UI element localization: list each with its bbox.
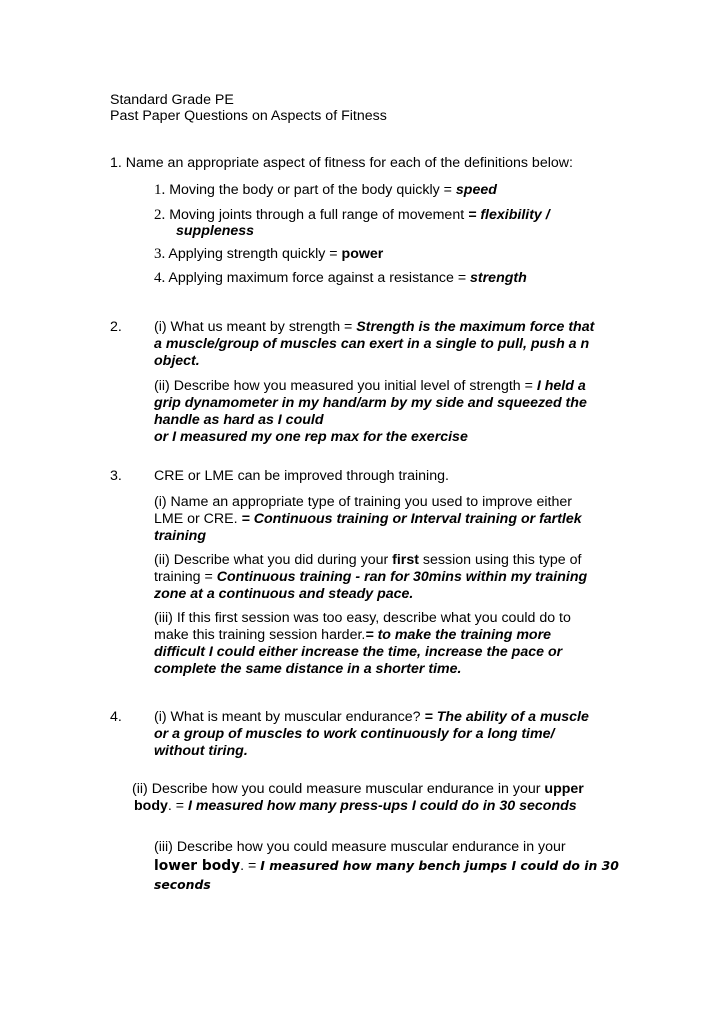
q1-item-answer: strength — [470, 270, 527, 286]
q4-ii-answer: I measured how many press-ups I could do in 30 seconds — [188, 798, 577, 814]
q3-intro: CRE or LME can be improved through training. — [154, 468, 449, 484]
q2-ii-text: (ii) Describe how you measured you initial level of strength = — [154, 378, 537, 394]
q3-ii-text: training = — [154, 569, 217, 585]
q2-ii-answer-line4: or I measured my one rep max for the exercise — [154, 429, 468, 445]
q1-item-answer: power — [341, 246, 384, 262]
q3-ii-text-post: session using this type of — [418, 552, 582, 568]
q1-item-number: 4. — [154, 270, 166, 286]
q2-ii-answer-line2: grip dynamometer in my hand/arm by my side and squeezed the — [154, 395, 587, 411]
q4-iii-line2 — [154, 857, 619, 875]
document-title: Standard Grade PE — [110, 92, 234, 108]
q3-ii-answer: Continuous training - ran for 30mins within my training — [216, 569, 588, 585]
q1-item-number: 1. — [154, 182, 166, 198]
q2-i-answer-line2: a muscle/group of muscles can exert in a single to pull, push a n — [154, 336, 590, 352]
q2-i-answer: Strength is the maximum force that — [356, 319, 595, 335]
q3-i-line1: (i) Name an appropriate type of training you used to improve either — [154, 494, 572, 510]
q4-ii-text: (ii) Describe how you could measure muscular endurance in your — [132, 781, 545, 797]
q2-ii-answer-line3: handle as hard as I could — [154, 412, 324, 428]
q4-iii-text: . = — [240, 858, 261, 874]
q1-item-text: Moving the body or part of the body quickly = — [169, 182, 456, 198]
q3-ii-answer-line3: zone at a continuous and steady pace. — [154, 586, 414, 602]
q4-ii-line2 — [134, 798, 577, 815]
q4-i-answer-line3: without tiring. — [154, 743, 248, 759]
q4-part-i — [154, 709, 589, 726]
q3-ii-line2 — [154, 569, 587, 586]
q3-i-text: LME or CRE. — [154, 511, 242, 527]
q2-part-ii — [154, 378, 586, 395]
document-subtitle: Past Paper Questions on Aspects of Fitness — [110, 108, 387, 124]
q1-item-answer: = flexibility / — [468, 207, 550, 223]
q1-item-2-answer-cont: suppleness — [176, 223, 255, 239]
q1-item-number: 3. — [154, 246, 166, 262]
q4-i-text: (i) What is meant by muscular endurance? — [154, 709, 425, 725]
q4-iii-answer: I measured how many bench jumps I could do in 30 — [260, 858, 619, 873]
q2-part-i — [154, 319, 594, 336]
q3-number: 3. — [110, 468, 122, 484]
q2-i-answer-line3: object. — [154, 353, 200, 369]
q4-iii-line1: (iii) Describe how you could measure muscular endurance in your — [154, 839, 566, 855]
q2-number: 2. — [110, 319, 122, 335]
q2-ii-answer: I held a — [536, 378, 586, 394]
q1-item-3 — [154, 246, 383, 263]
q4-i-answer: = The ability of a muscle — [424, 709, 589, 725]
q4-number: 4. — [110, 709, 122, 725]
q1-item-answer: speed — [455, 182, 497, 198]
q1-item-text: Applying maximum force against a resistance = — [168, 270, 471, 286]
q1-item-4 — [154, 270, 527, 287]
q3-ii-line1 — [154, 552, 581, 569]
q4-iii-answer-line3: seconds — [154, 877, 211, 892]
q4-ii-bold-body: body — [134, 798, 168, 814]
q3-i-answer-line3: training — [154, 528, 207, 544]
q2-i-text: (i) What us meant by strength = — [154, 319, 357, 335]
q1-item-text: Moving joints through a full range of movement — [169, 207, 469, 223]
q3-iii-text: make this training session harder. — [154, 627, 366, 643]
q4-iii-bold: lower body — [154, 858, 241, 874]
q3-iii-answer-line4: complete the same distance in a shorter time. — [154, 661, 462, 677]
q1-item-number: 2. — [154, 207, 166, 223]
q3-i-answer: = Continuous training or Interval training or fartlek — [241, 511, 582, 527]
q1-item-1 — [154, 182, 497, 199]
q1-item-2 — [154, 207, 550, 224]
q3-iii-answer: = to make the training more — [365, 627, 552, 643]
q1-item-text: Applying strength quickly = — [168, 246, 342, 262]
q4-ii-text: . = — [167, 798, 189, 814]
q4-ii-line1 — [132, 781, 584, 798]
q3-i-line2 — [154, 511, 582, 528]
q4-i-answer-line2: or a group of muscles to work continuously for a long time/ — [154, 726, 555, 742]
q4-ii-bold: upper — [544, 781, 584, 797]
q3-ii-text-bold: first — [392, 552, 419, 568]
q1-prompt: 1. Name an appropriate aspect of fitness for each of the definitions below: — [110, 155, 573, 171]
q3-iii-line2 — [154, 627, 551, 644]
q3-ii-text-pre: (ii) Describe what you did during your — [154, 552, 393, 568]
q3-iii-answer-line3: difficult I could either increase the time, increase the pace or — [154, 644, 563, 660]
q3-iii-line1: (iii) If this first session was too easy, describe what you could do to — [154, 610, 571, 626]
